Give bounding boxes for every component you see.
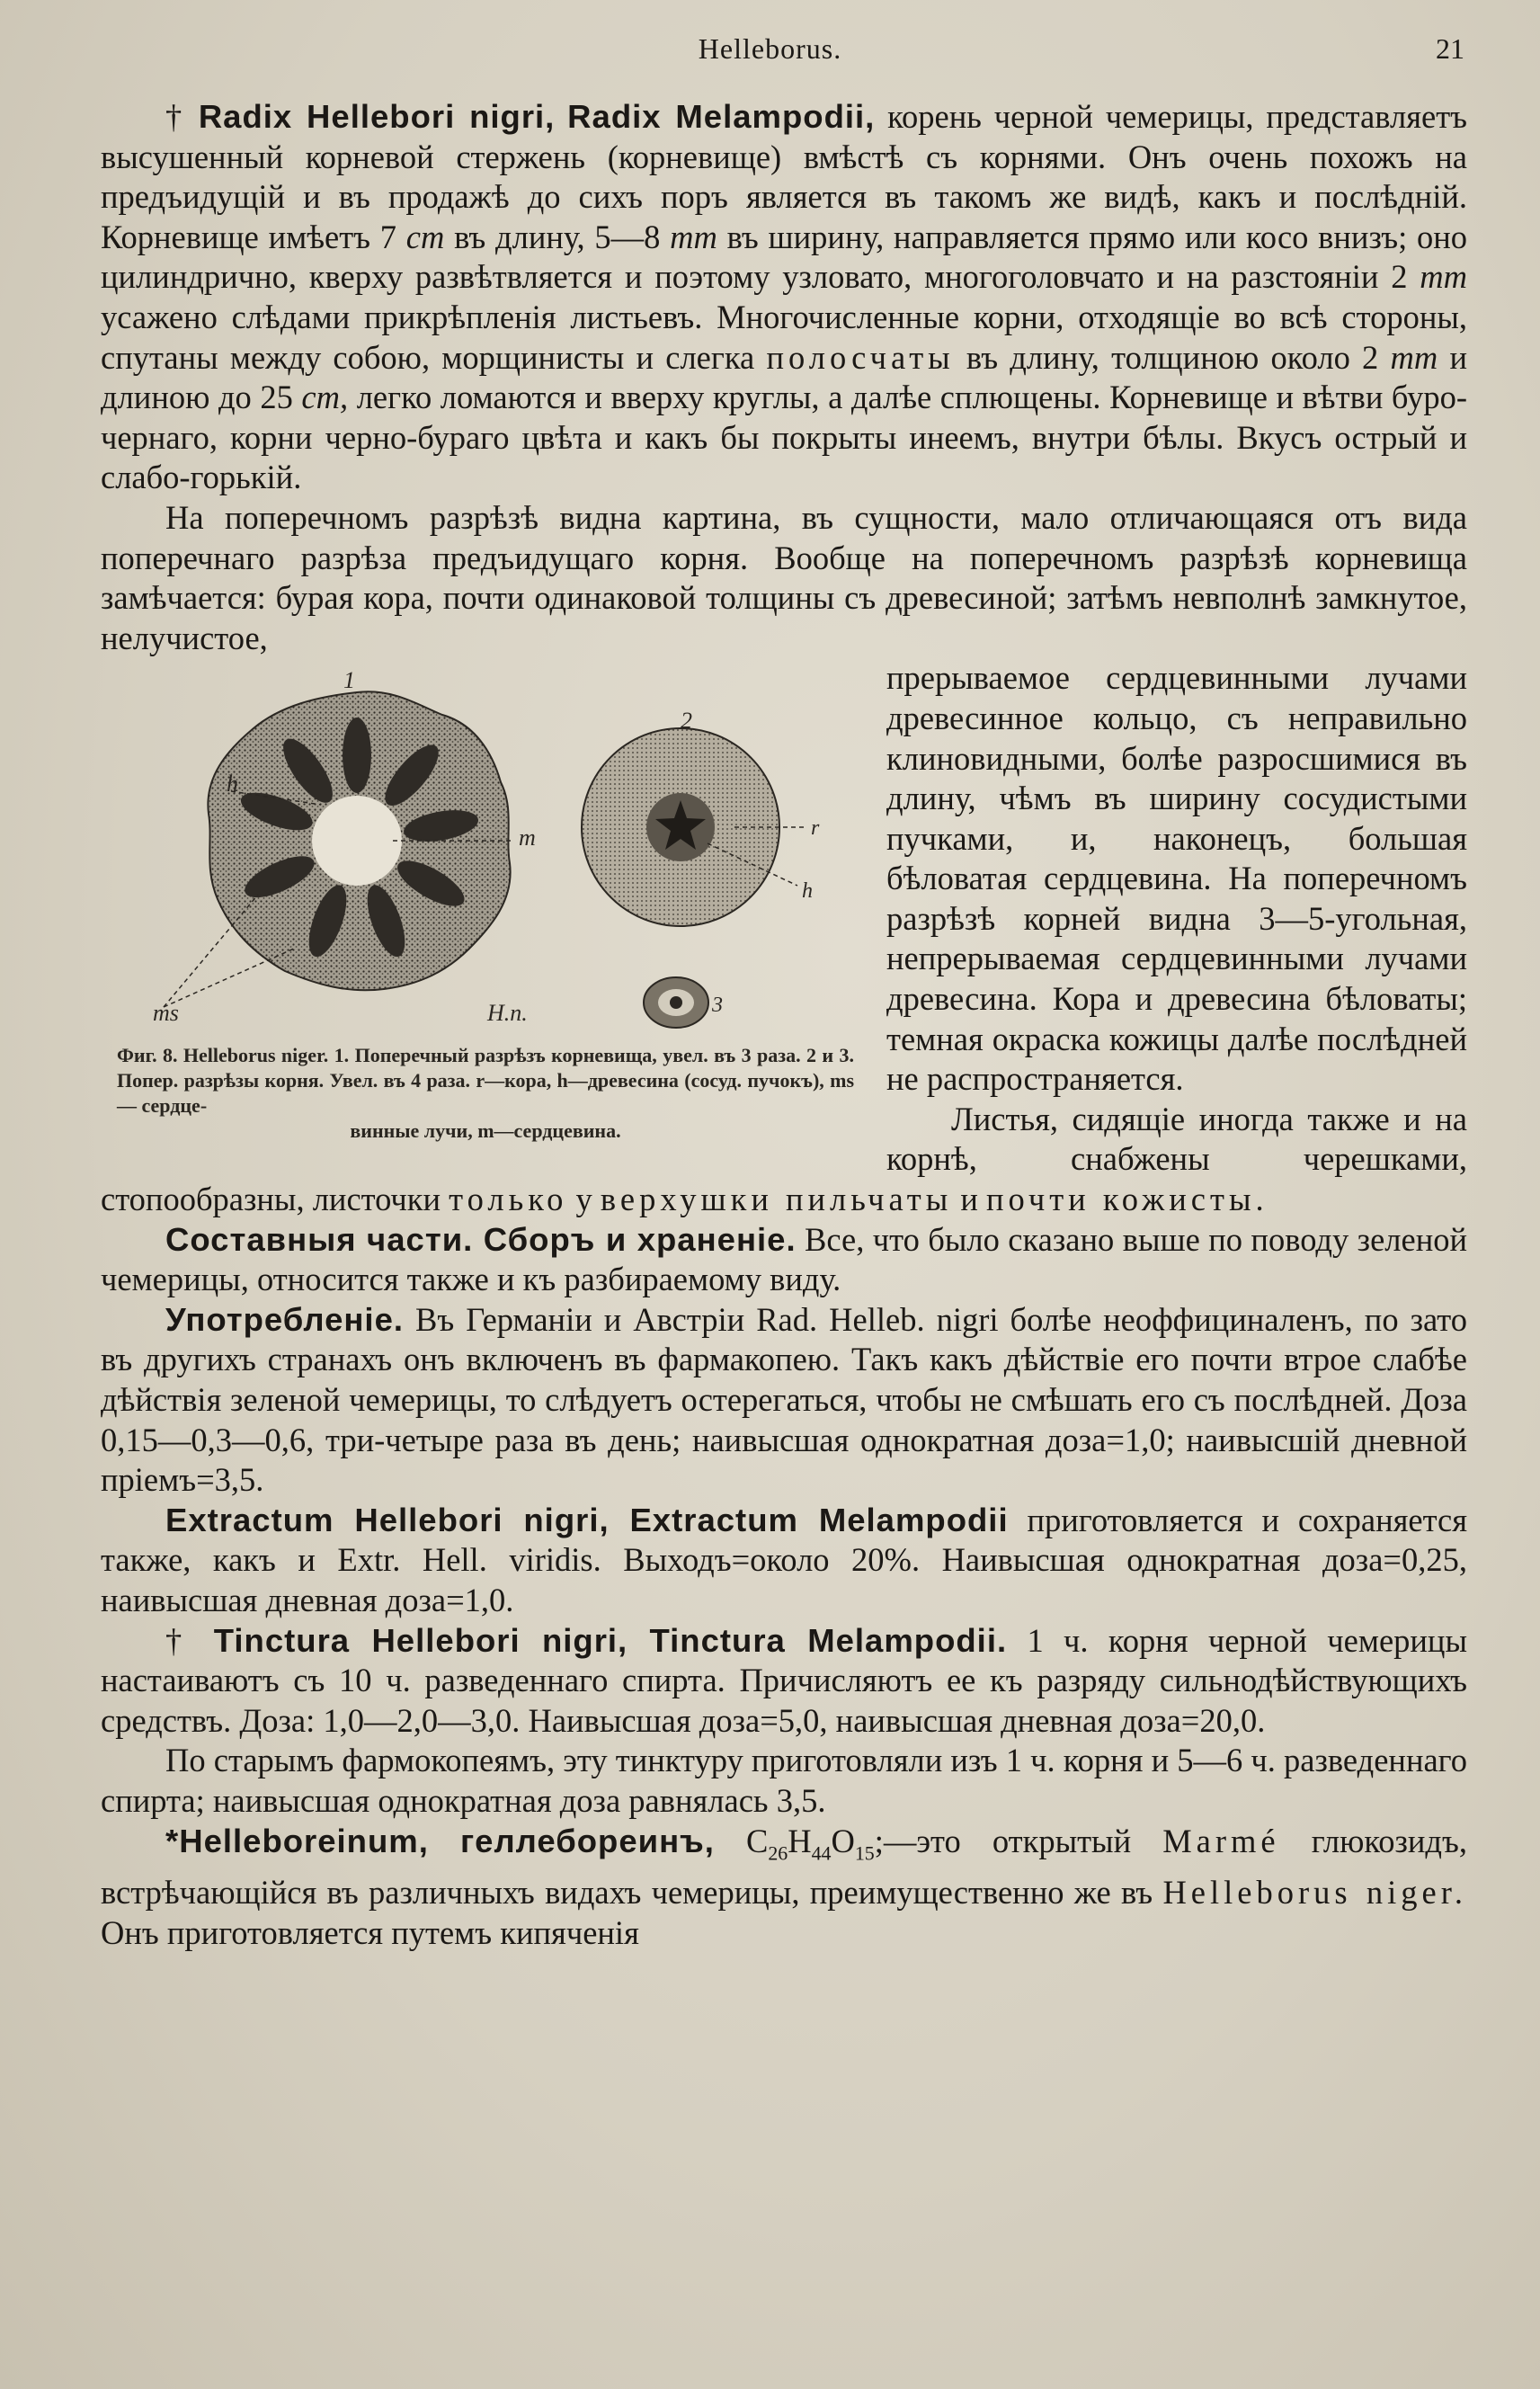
section-heading: Составныя части. Сборъ и храненіе.: [165, 1220, 797, 1258]
svg-text:H.n.: H.n.: [487, 1000, 528, 1027]
entry-title: Extractum Hellebori nigri, Extractum Melampodii: [165, 1501, 1009, 1538]
root-cross-section: [582, 728, 806, 926]
running-header: Helleborus.: [698, 32, 842, 65]
entry-title-synonym: Radix Melampodii,: [567, 98, 876, 135]
paragraph-tincture: † Tinctura Hellebori nigri, Tinctura Melampodii. 1 ч. корня черной чемерицы настаиваютъ съ 10 ч. разведеннаго спирта. Причисляютъ ее къ разряду сильнодѣйствующихъ средствъ. Доза: 1,0—2,0—3,0. Наивысшая доза=5,0, наивысшая дневная доза=20,0.: [101, 1621, 1467, 1739]
page-number: 21: [1436, 32, 1464, 65]
figure-illustration: [101, 665, 856, 1169]
paragraph-usage: Употребленіе. Въ Германіи и Австріи Rad. Helleb. nigri болѣе неоффициналенъ, по зато въ другихъ странахъ онъ включенъ въ фармакопею. Такъ какъ дѣйствіе его почти втрое слабѣе дѣйствія зеленой чемерицы, то слѣдуетъ остерегаться, чтобы не смѣшать его съ послѣдней. Доза 0,15—0,3—0,6, три-четыре раза въ день; наивысшая однократная доза=1,0; наивысшій дневной пріемъ=3,5.: [101, 1300, 1467, 1499]
svg-text:r: r: [811, 816, 820, 841]
svg-text:1: 1: [343, 667, 355, 694]
svg-text:h: h: [802, 879, 813, 904]
entry-title: Tinctura Hellebori nigri, Tinctura Melampodii.: [213, 1621, 1008, 1659]
paragraph-old-pharmacopoeia: По старымъ фармокопеямъ, эту тинктуру приготовляли изъ 1 ч. корня и 5—6 ч. разведеннаго спирта; наивысшая однократная доза равнялась 3,5.: [101, 1742, 1467, 1819]
entry-title: Radix Hellebori nigri,: [198, 98, 556, 135]
chemical-formula: $C_{26}H_{44}O_{15}$: [745, 1822, 875, 1864]
svg-text:2: 2: [681, 708, 692, 735]
figure-drawing: [110, 665, 847, 1043]
svg-text:m: m: [519, 825, 536, 851]
figure-caption: Фиг. 8. Helleborus niger. 1. Поперечный разрѣзъ корневища, увел. въ 3 раза. 2 и 3. Попер. разрѣзы корня. Увел. въ 4 раза. r—кора, h—древесина (сосуд. пучокъ), ms — сердце- винные лучи, m—сердцевина.: [117, 1044, 854, 1143]
paragraph-constituents: Составныя части. Сборъ и храненіе. Все, что было сказано выше по поводу зеленой чемерицы, относится также и къ разбираемому виду.: [101, 1220, 1468, 1298]
svg-text:ms: ms: [153, 1000, 179, 1027]
paragraph-leaves: Листья, сидящіе иногда также и на корнѣ, снабжены черешками, стопообразны, листочки только у верхушки пильчаты и почти кожисты.: [101, 1100, 1467, 1218]
paragraph-cross-section: На поперечномъ разрѣзѣ видна картина, въ сущности, мало отличающаяся отъ вида поперечнаго разрѣза предъидущаго корня. Вообще на поперечномъ разрѣзѣ корневища замѣчается: бурая кора, почти одинаковой толщины съ древесиной; затѣмъ невполнѣ замкнутое, нелучистое, прерываемое сердцевинными лучами древесинное кольцо, съ неправильно клиновидными, болѣе разросшимися въ длину, чѣмъ въ ширину сосудистыми пучками, и, наконецъ, большая бѣловатая сердцевина. На поперечномъ разрѣзѣ корней видна 3—5-угольная, непрерываемая сердцевинными лучами древесина. Кора и древесина бѣловаты; темная окраска кожицы далѣе послѣдней не распространяется.: [101, 498, 1467, 1100]
entry-title: *Helleboreinum,: [165, 1822, 429, 1859]
small-root-section: [644, 977, 708, 1028]
svg-text:3: 3: [712, 994, 723, 1018]
dagger-mark: †: [165, 1621, 194, 1659]
svg-text:h: h: [227, 771, 238, 798]
paragraph-helleborein: *Helleboreinum, геллебореинъ, $C_{26}H_{44}O_{15};—это$ открытый Marmé глюкозидъ, встрѣчающійся въ различныхъ видахъ чемерицы, преимущественно же въ Helleborus niger. Онъ приготовляется путемъ кипяченія: [101, 1822, 1467, 1952]
rhizome-cross-section: [164, 692, 514, 1008]
section-heading: Употребленіе.: [165, 1300, 405, 1338]
dagger-mark: †: [165, 98, 186, 135]
paragraph-radix: † Radix Hellebori nigri, Radix Melampodii, корень черной чемерицы, представляетъ высушенный корневой стержень (корневище) вмѣстѣ съ корнями. Онъ очень похожъ на предъидущій и въ продажѣ до сихъ поръ является въ такомъ же видѣ, какъ и послѣдній. Корневище имѣетъ 7 cm въ длину, 5—8 mm въ ширину, направляется прямо или косо внизъ; оно цилиндрично, кверху развѣтвляется и поэтому узловато, многоголовчато и на разстояніи 2 mm усажено слѣдами прикрѣпленія листьевъ. Многочисленные корни, отходящіе во всѣ стороны, спутаны между собою, морщинисты и слегка полосчаты въ длину, толщиною около 2 mm и длиною до 25 cm, легко ломаются и вверху круглы, а далѣе сплющены. Корневище и вѣтви буро-чернаго, корни черно-бураго цвѣта и какъ бы покрыты инеемъ, внутри бѣлы. Вкусъ острый и слабо-горькій.: [101, 98, 1468, 496]
paragraph-extract: Extractum Hellebori nigri, Extractum Melampodii приготовляется и сохраняется также, какъ и Extr. Hell. viridis. Выходъ=около 20%. Наивысшая однократная доза=0,25, наивысшая дневная доза=1,0.: [101, 1501, 1467, 1618]
